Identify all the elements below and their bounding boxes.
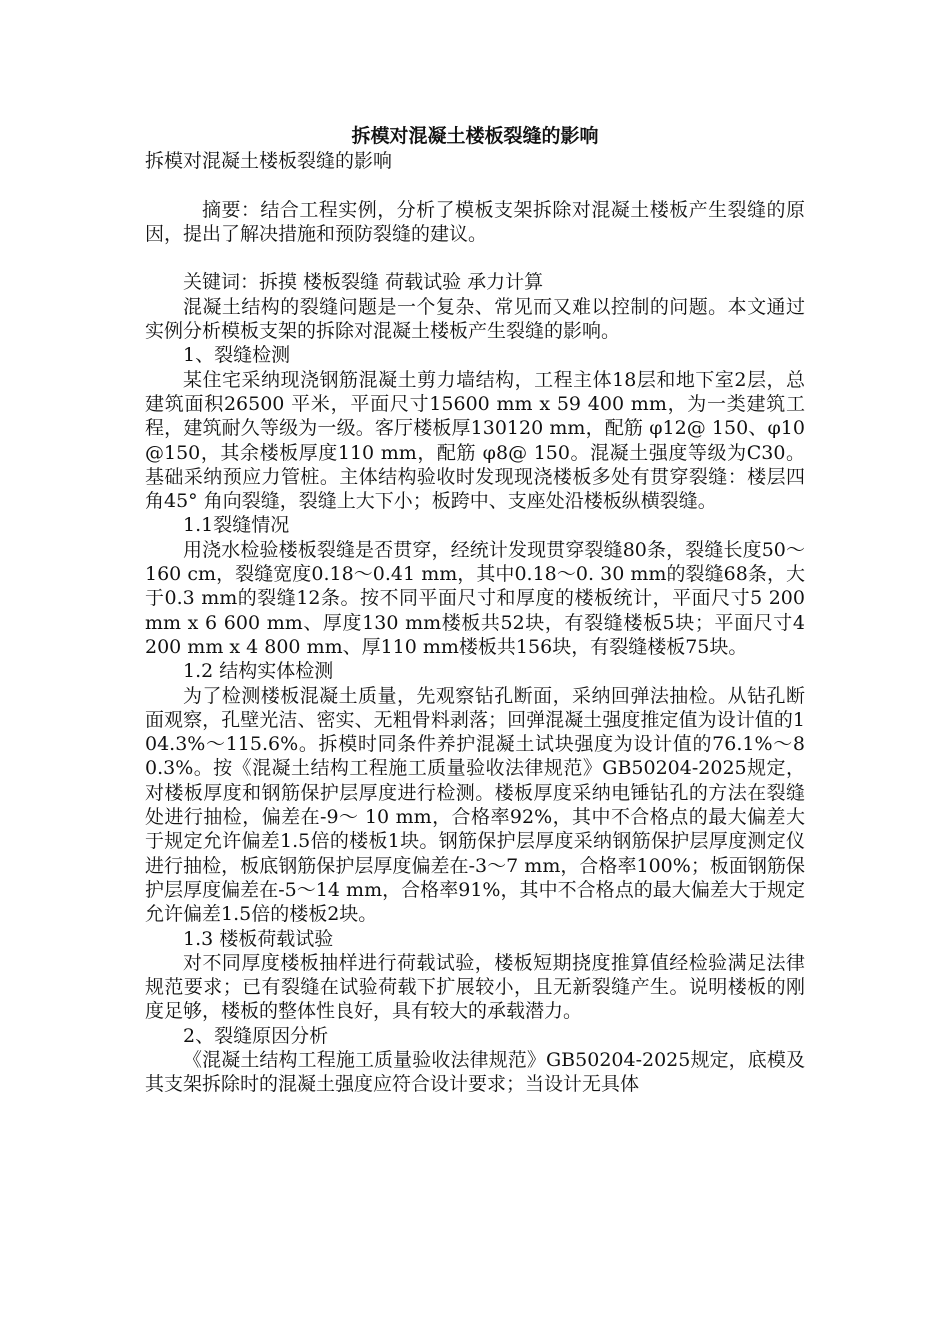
document-body [145,124,805,1097]
section-1-1-paragraph: 用浇水检验楼板裂缝是否贯穿，经统计发现贯穿裂缝80条，裂缝长度50～160 cm，裂缝宽度0.18～0.41 mm，其中0.18～0. 30 mm的裂缝68条，大于0.3 mm的裂缝12条。按不同平面尺寸和厚度的楼板统计，平面尺寸5 200 mm x 6 600 mm、厚度130 mm楼板共52块，有裂缝楼板5块；平面尺寸4 200 mm x 4 800 mm、厚110 mm楼板共156块，有裂缝楼板75块。 [145,538,805,658]
document-subtitle: 拆模对混凝土楼板裂缝的影响 [145,150,393,172]
document-title: 拆模对混凝土楼板裂缝的影响 [351,125,599,147]
section-1-heading: 1、裂缝检测 [183,344,291,367]
blank-line [145,173,805,197]
intro-paragraph: 混凝土结构的裂缝问题是一个复杂、常见而又难以控制的问题。本文通过实例分析模板支架的拆除对混凝土楼板产生裂缝的影响。 [145,295,805,343]
section-1-2-paragraph: 为了检测楼板混凝土质量，先观察钻孔断面，采纳回弹法抽检。从钻孔断面观察，孔壁光洁、密实、无粗骨料剥落；回弹混凝土强度推定值为设计值的104.3%～115.6%。拆模时同条件养护混凝土试块强度为设计值的76.1%～80.3%。按《混凝土结构工程施工质量验收法律规范》GB50204-2025规定，对楼板厚度和钢筋保护层厚度进行检测。楼板厚度采纳电锤钻孔的方法在裂缝处进行抽检，偏差在-9～ 10 mm，合格率92%，其中不合格点的最大偏差大于规定允许偏差1.5倍的楼板1块。钢筋保护层厚度采纳钢筋保护层厚度测定仪进行抽检，板底钢筋保护层厚度偏差在-3～7 mm，合格率100%；板面钢筋保护层厚度偏差在-5～14 mm，合格率91%，其中不合格点的最大偏差大于规定允许偏差1.5倍的楼板2块。 [145,684,805,926]
section-1-3-paragraph: 对不同厚度楼板抽样进行荷载试验，楼板短期挠度推算值经检验满足法律规范要求；已有裂缝在试验荷载下扩展较小，且无新裂缝产生。说明楼板的刚度足够，楼板的整体性良好，具有较大的承载潜力。 [145,951,805,1023]
section-1-3-heading: 1.3 楼板荷载试验 [183,927,334,950]
abstract-paragraph: 摘要：结合工程实例，分析了模板支架拆除对混凝土楼板产生裂缝的原因，提出了解决措施和预防裂缝的建议。 [145,198,805,245]
section-1-paragraph: 某住宅采纳现浇钢筋混凝土剪力墙结构，工程主体18层和地下室2层，总建筑面积26500 平米，平面尺寸15600 mm x 59 400 mm，为一类建筑工程，建筑耐久等级为一级。客厅楼板厚130120 mm，配筋 φ12@ 150、φ10@150，其余楼板厚度110 mm，配筋 φ8@ 150。混凝土强度等级为C30。基础采纳预应力管桩。主体结构验收时发现现浇楼板多处有贯穿裂缝：楼层四角45° 角向裂缝，裂缝上大下小；板跨中、支座处沿楼板纵横裂缝。 [145,368,805,513]
section-2-paragraph: 《混凝土结构工程施工质量验收法律规范》GB50204-2025规定，底模及其支架拆除时的混凝土强度应符合设计要求；当设计无具体 [145,1048,805,1096]
section-2-heading: 2、裂缝原因分析 [183,1024,329,1047]
section-1-2-heading: 1.2 结构实体检测 [183,660,334,683]
keywords-line: 关键词：拆摸 楼板裂缝 荷载试验 承力计算 [183,271,544,294]
section-1-1-heading: 1.1裂缝情况 [183,514,290,537]
blank-line [145,246,805,270]
